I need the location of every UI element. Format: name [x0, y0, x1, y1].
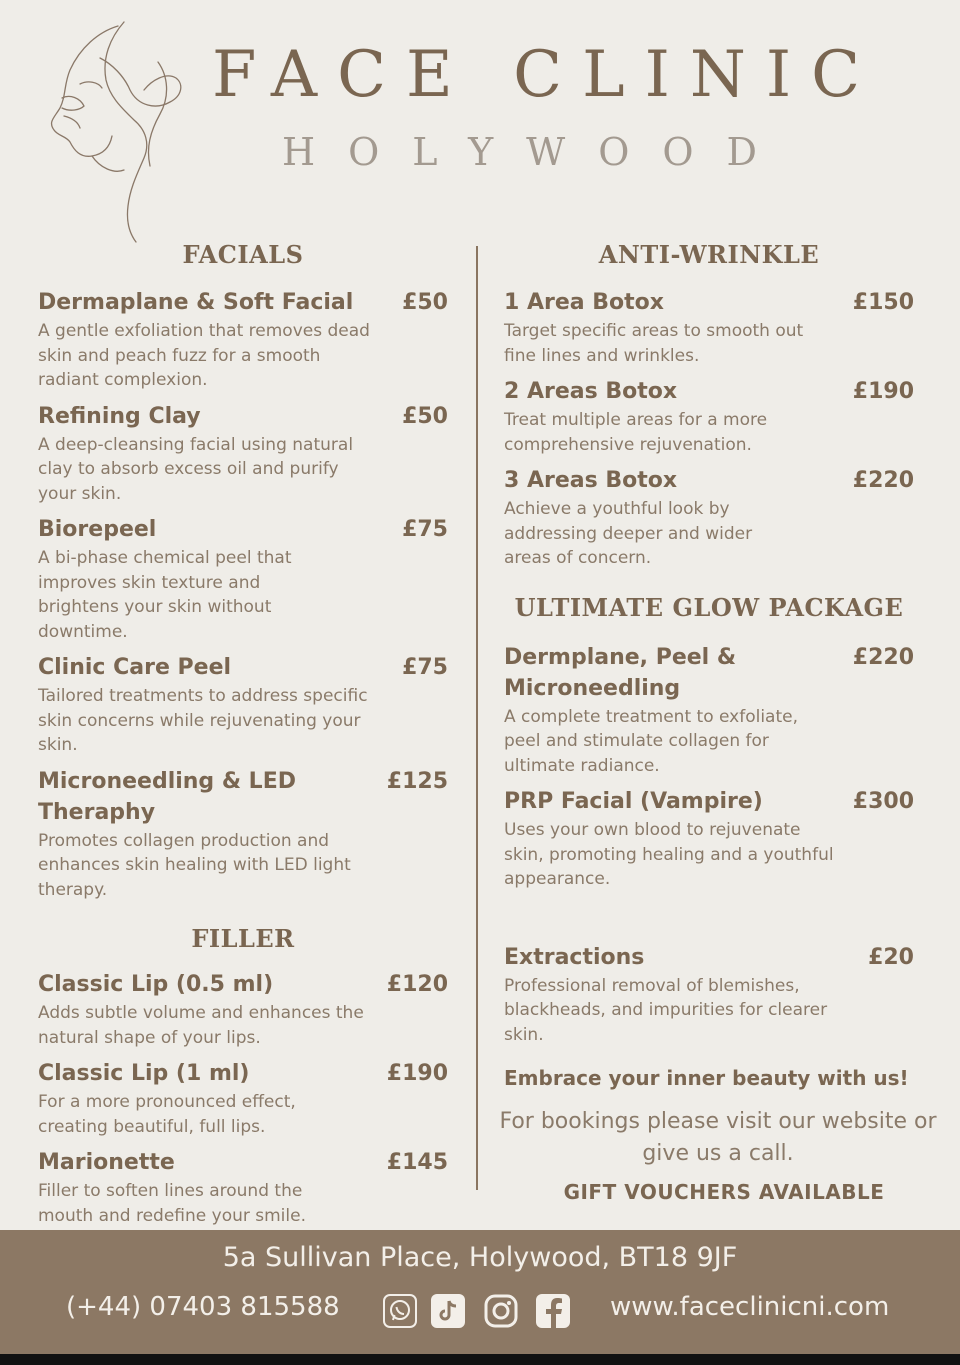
- item-description: A deep-cleansing facial using natural clay to absorb excess oil and purify your skin.: [38, 434, 354, 504]
- facebook-icon[interactable]: [536, 1294, 570, 1328]
- facials-heading: FACIALS: [182, 240, 304, 269]
- item-price: £50: [402, 403, 448, 429]
- tiktok-icon[interactable]: [431, 1294, 465, 1328]
- botox-item-1-area: [504, 287, 914, 368]
- extractions-item: [504, 942, 914, 1048]
- item-description: Filler to soften lines around the mouth and redefine your smile.: [38, 1181, 306, 1226]
- item-price: £125: [386, 768, 448, 794]
- right-column: [504, 240, 914, 1047]
- footer-website-link[interactable]: www.faceclinicni.com: [610, 1292, 890, 1322]
- brand-title: FACE CLINIC: [212, 38, 881, 112]
- glow-item-prp-facial: [504, 786, 914, 892]
- face-line-art-logo: [40, 18, 190, 243]
- item-description: Achieve a youthful look by addressing deeper and wider areas of concern.: [504, 499, 753, 568]
- item-name: 2 Areas Botox: [504, 379, 678, 404]
- left-column: [38, 240, 448, 1228]
- item-description: A complete treatment to exfoliate, peel and stimulate collagen for ultimate radiance.: [504, 706, 798, 776]
- item-name: Clinic Care Peel: [38, 655, 232, 680]
- item-name: 1 Area Botox: [504, 290, 664, 315]
- item-price: £220: [852, 468, 914, 493]
- filler-item-lip-1-ml: [38, 1058, 448, 1139]
- item-price: £75: [402, 655, 448, 680]
- item-name: Marionette: [38, 1150, 175, 1175]
- brand-subtitle: HOLYWOOD: [282, 130, 791, 174]
- glow-package-heading: ULTIMATE GLOW PACKAGE: [514, 592, 904, 622]
- booking-info: For bookings please visit our website or give us a call.: [499, 1109, 937, 1166]
- botox-item-2-areas: [504, 376, 914, 457]
- item-description: A bi-phase chemical peel that improves skin texture and brightens your skin without downtime.: [38, 548, 292, 642]
- item-description: Uses your own blood to rejuvenate skin, promoting healing and a youthful appearance.: [504, 820, 834, 889]
- whatsapp-icon[interactable]: [383, 1294, 417, 1328]
- item-price: £120: [386, 972, 448, 997]
- item-description: Professional removal of blemishes, blackheads, and impurities for clearer skin.: [504, 975, 828, 1045]
- facial-item-biorepeel: [38, 514, 448, 644]
- item-name: Extractions: [504, 944, 645, 970]
- column-divider: [476, 246, 478, 1190]
- item-name: Classic Lip (1 ml): [38, 1061, 250, 1086]
- filler-heading: FILLER: [191, 924, 295, 953]
- footer-bar: [0, 1230, 960, 1354]
- glow-item-dermplane-peel: [504, 642, 914, 779]
- footer-address: 5a Sullivan Place, Holywood, BT18 9JF: [222, 1242, 738, 1273]
- item-description: Promotes collagen production and enhances skin healing with LED light therapy.: [38, 830, 351, 900]
- item-name: Dermaplane & Soft Facial: [38, 290, 354, 315]
- instagram-icon[interactable]: [484, 1294, 518, 1328]
- footer-phone[interactable]: (+44) 07403 815588: [66, 1292, 340, 1322]
- item-price: £145: [386, 1150, 448, 1175]
- item-name: Classic Lip (0.5 ml): [38, 972, 274, 997]
- tagline: Embrace your inner beauty with us!: [504, 1066, 909, 1090]
- facial-item-microneedling: [38, 766, 448, 903]
- item-name: Dermplane, Peel & Microneedling: [504, 644, 737, 701]
- item-price: £190: [852, 379, 914, 404]
- item-name: Biorepeel: [38, 517, 157, 542]
- item-description: Treat multiple areas for a more comprehensive rejuvenation.: [504, 410, 768, 455]
- item-price: £190: [386, 1061, 448, 1086]
- gift-vouchers-notice: GIFT VOUCHERS AVAILABLE: [563, 1180, 885, 1204]
- item-description: Target specific areas to smooth out fine lines and wrinkles.: [504, 321, 804, 366]
- bottom-edge-bar: [0, 1354, 960, 1365]
- item-description: For a more pronounced effect, creating beautiful, full lips.: [38, 1092, 296, 1137]
- item-price: £150: [852, 290, 914, 315]
- item-price: £50: [402, 290, 448, 315]
- anti-wrinkle-heading: ANTI-WRINKLE: [598, 240, 820, 269]
- facial-item-clinic-care-peel: [38, 652, 448, 758]
- filler-item-lip-half-ml: [38, 969, 448, 1050]
- facial-item-refining-clay: [38, 401, 448, 507]
- item-description: Tailored treatments to address specific skin concerns while rejuvenating your skin.: [38, 686, 368, 755]
- item-price: £220: [852, 644, 914, 670]
- item-name: PRP Facial (Vampire): [504, 789, 763, 814]
- item-name: Microneedling & LED Theraphy: [38, 768, 296, 825]
- item-price: £20: [868, 944, 914, 970]
- botox-item-3-areas: [504, 465, 914, 571]
- item-description: Adds subtle volume and enhances the natural shape of your lips.: [38, 1003, 364, 1048]
- item-name: Refining Clay: [38, 403, 201, 429]
- item-price: £300: [852, 789, 914, 814]
- facial-item-dermaplane: [38, 287, 448, 393]
- item-name: 3 Areas Botox: [504, 468, 678, 493]
- item-price: £75: [402, 517, 448, 542]
- filler-item-marionette: [38, 1147, 448, 1228]
- item-description: A gentle exfoliation that removes dead skin and peach fuzz for a smooth radiant complexion.: [38, 321, 370, 390]
